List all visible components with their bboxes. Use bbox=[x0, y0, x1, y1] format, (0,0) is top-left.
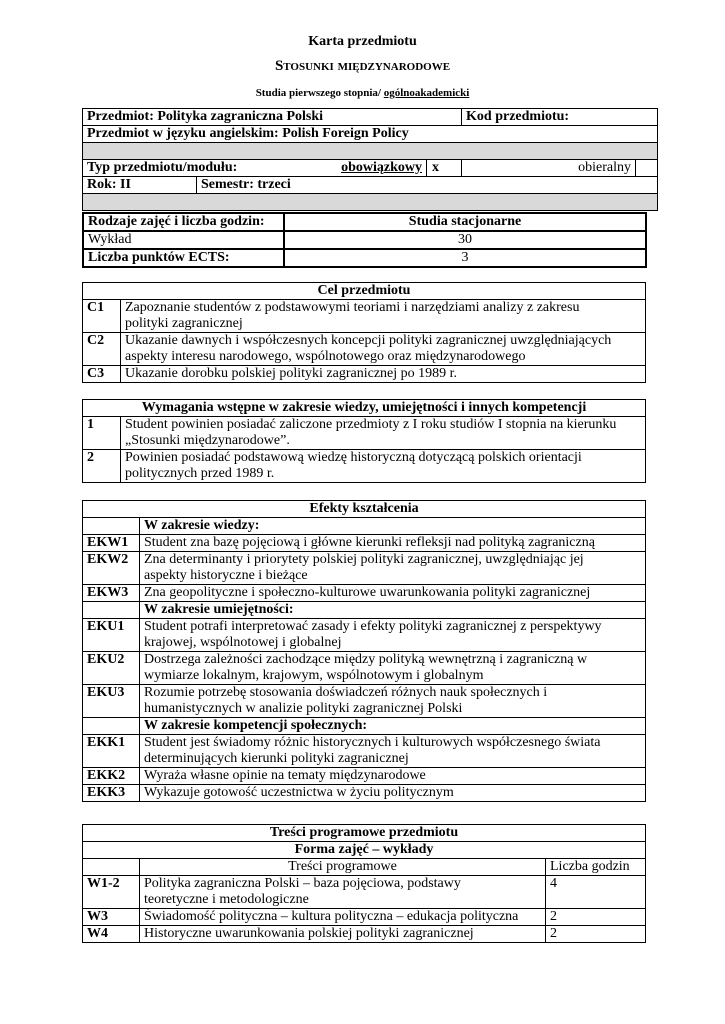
ects-label: Liczba punktów ECTS: bbox=[83, 249, 284, 267]
content-text bbox=[140, 926, 546, 943]
course-name-en: Przedmiot w języku angielskim: Polish Foreign Policy bbox=[83, 126, 658, 143]
text-line: Historyczne uwarunkowania polskiej polityki zagranicznej bbox=[144, 926, 474, 941]
mandatory-checkbox: x bbox=[427, 160, 462, 177]
outcome-text bbox=[140, 652, 646, 685]
year-label: Rok: II bbox=[83, 177, 197, 194]
knowledge-header: W zakresie wiedzy: bbox=[140, 518, 646, 535]
text-line: Powinien posiadać podstawową wiedzę historyczną dotyczącą polskich orientacji bbox=[125, 450, 582, 465]
objective-text bbox=[121, 300, 646, 333]
text-line: teoretyczne i metodologiczne bbox=[144, 892, 309, 907]
spacer-row bbox=[83, 194, 658, 211]
outcome-text bbox=[140, 552, 646, 585]
text-line: „Stosunki międzynarodowe”. bbox=[125, 433, 290, 448]
text-line: Zapoznanie studentów z podstawowymi teoriami i narzędziami analizy z zakresu bbox=[125, 300, 580, 315]
text-line: Student powinien posiadać zaliczone przedmioty z I roku studiów I stopnia na kierunku bbox=[125, 417, 617, 432]
outcome-text bbox=[140, 685, 646, 718]
objective-code: C3 bbox=[83, 366, 121, 383]
study-profile: ogólnoakademicki bbox=[383, 87, 470, 99]
text-line: Zna geopolityczne i społeczno-kulturowe uwarunkowania polityki zagranicznej bbox=[144, 585, 591, 600]
text-line: Student jest świadomy różnic historycznych i kulturowych współczesnego świata bbox=[144, 735, 601, 750]
objective-code: C2 bbox=[83, 333, 121, 366]
outcomes-title: Efekty kształcenia bbox=[83, 501, 646, 518]
content-hours: 2 bbox=[546, 909, 646, 926]
outcome-code: EKK2 bbox=[83, 768, 140, 785]
text-line: krajowej, wspólnotowej i globalnej bbox=[144, 635, 342, 650]
text-line: Ukazanie dorobku polskiej polityki zagranicznej po 1989 r. bbox=[125, 366, 458, 381]
text-line: Student zna bazę pojęciową i główne kierunki refleksji nad polityką zagraniczną bbox=[144, 535, 595, 550]
outcome-code: EKU3 bbox=[83, 685, 140, 718]
text-line: Zna determinanty i priorytety polskiej polityki zagranicznej, uwzględniając jej bbox=[144, 552, 584, 567]
text-line: Wyraża własne opinie na tematy międzynarodowe bbox=[144, 768, 426, 783]
hours-col-label: Rodzaje zajęć i liczba godzin: bbox=[83, 213, 284, 231]
elective-label: obieralny bbox=[462, 160, 636, 177]
outcome-code: EKU1 bbox=[83, 619, 140, 652]
content-text bbox=[140, 876, 546, 909]
empty-cell bbox=[83, 859, 140, 876]
outcome-text bbox=[140, 735, 646, 768]
text-line: Ukazanie dawnych i współczesnych koncepcji polityki zagranicznej uwzględniających bbox=[125, 333, 612, 348]
card-title: Karta przedmiotu bbox=[308, 34, 417, 49]
outcome-text bbox=[140, 535, 646, 552]
content-text bbox=[140, 909, 546, 926]
text-line: humanistycznych w analizie polityki zagranicznej Polski bbox=[144, 701, 463, 716]
content-col-header: Treści programowe bbox=[140, 859, 546, 876]
outcome-code: EKK1 bbox=[83, 735, 140, 768]
text-line: polityki zagranicznej bbox=[125, 316, 243, 331]
lecture-hours: 30 bbox=[284, 231, 646, 249]
text-line: aspekty historyczne i bieżące bbox=[144, 568, 308, 583]
prerequisite-code: 2 bbox=[83, 450, 121, 483]
competences-header: W zakresie kompetencji społecznych: bbox=[140, 718, 646, 735]
outcome-text bbox=[140, 768, 646, 785]
text-line: Polityka zagraniczna Polski – baza pojęciowa, podstawy bbox=[144, 876, 461, 891]
prerequisite-text bbox=[121, 450, 646, 483]
outcome-code: EKK3 bbox=[83, 785, 140, 802]
text-line: aspekty interesu narodowego, wspólnotowego oraz międzynarodowego bbox=[125, 349, 526, 364]
lecture-label: Wykład bbox=[83, 231, 284, 249]
objective-text bbox=[121, 366, 646, 383]
text-line: Student potrafi interpretować zasady i efekty polityki zagranicznej z perspektywy bbox=[144, 619, 602, 634]
outcome-code: EKW3 bbox=[83, 585, 140, 602]
outcome-text bbox=[140, 585, 646, 602]
outcome-code: EKW1 bbox=[83, 535, 140, 552]
hours-col-studies: Studia stacjonarne bbox=[284, 213, 646, 231]
content-code: W1-2 bbox=[83, 876, 140, 909]
empty-cell bbox=[83, 518, 140, 535]
prerequisites-table bbox=[82, 399, 646, 483]
text-line: politycznych przed 1989 r. bbox=[125, 466, 275, 481]
semester-label: Semestr: trzeci bbox=[197, 177, 658, 194]
content-hours: 2 bbox=[546, 926, 646, 943]
hours-col-header: Liczba godzin bbox=[546, 859, 646, 876]
course-name: Przedmiot: Polityka zagraniczna Polski bbox=[83, 109, 462, 126]
course-type-label: Typ przedmiotu/modułu: bbox=[87, 160, 238, 175]
outcome-text bbox=[140, 785, 646, 802]
content-form: Forma zajęć – wykłady bbox=[83, 842, 646, 859]
hours-table bbox=[82, 212, 647, 268]
prerequisite-code: 1 bbox=[83, 417, 121, 450]
course-code-label: Kod przedmiotu: bbox=[462, 109, 658, 126]
objective-text bbox=[121, 333, 646, 366]
text-line: wymiarze lokalnym, krajowym, wspólnotowym i globalnym bbox=[144, 668, 484, 683]
text-line: determinujących kierunki polityki zagranicznej bbox=[144, 751, 409, 766]
learning-outcomes-table bbox=[82, 500, 646, 802]
content-code: W3 bbox=[83, 909, 140, 926]
prerequisite-text bbox=[121, 417, 646, 450]
subject-title: Stosunki międzynarodowe bbox=[274, 58, 451, 74]
content-title: Treści programowe przedmiotu bbox=[83, 825, 646, 842]
objective-code: C1 bbox=[83, 300, 121, 333]
elective-checkbox bbox=[636, 160, 658, 177]
objectives-table bbox=[82, 282, 646, 383]
outcome-text bbox=[140, 619, 646, 652]
outcome-code: EKU2 bbox=[83, 652, 140, 685]
empty-cell bbox=[83, 718, 140, 735]
course-info-table bbox=[82, 108, 658, 211]
skills-header: W zakresie umiejętności: bbox=[140, 602, 646, 619]
objectives-title: Cel przedmiotu bbox=[83, 283, 646, 300]
spacer-row bbox=[83, 143, 658, 160]
text-line: Wykazuje gotowość uczestnictwa w życiu politycznym bbox=[144, 785, 454, 800]
content-code: W4 bbox=[83, 926, 140, 943]
text-line: Rozumie potrzebę stosowania doświadczeń różnych nauk społecznych i bbox=[144, 685, 548, 700]
mandatory-label: obowiązkowy bbox=[341, 160, 422, 175]
study-prefix: Studia pierwszego stopnia/ bbox=[255, 87, 384, 99]
text-line: Dostrzega zależności zachodzące między polityką wewnętrzną i zagraniczną w bbox=[144, 652, 588, 667]
course-type-cell bbox=[83, 160, 427, 177]
empty-cell bbox=[83, 602, 140, 619]
prerequisites-title: Wymagania wstępne w zakresie wiedzy, umiejętności i innych kompetencji bbox=[83, 400, 646, 417]
study-level bbox=[0, 87, 725, 99]
content-hours: 4 bbox=[546, 876, 646, 909]
ects-value: 3 bbox=[284, 249, 646, 267]
outcome-code: EKW2 bbox=[83, 552, 140, 585]
text-line: Świadomość polityczna – kultura polityczna – edukacja polityczna bbox=[144, 909, 519, 924]
course-content-table bbox=[82, 824, 646, 943]
